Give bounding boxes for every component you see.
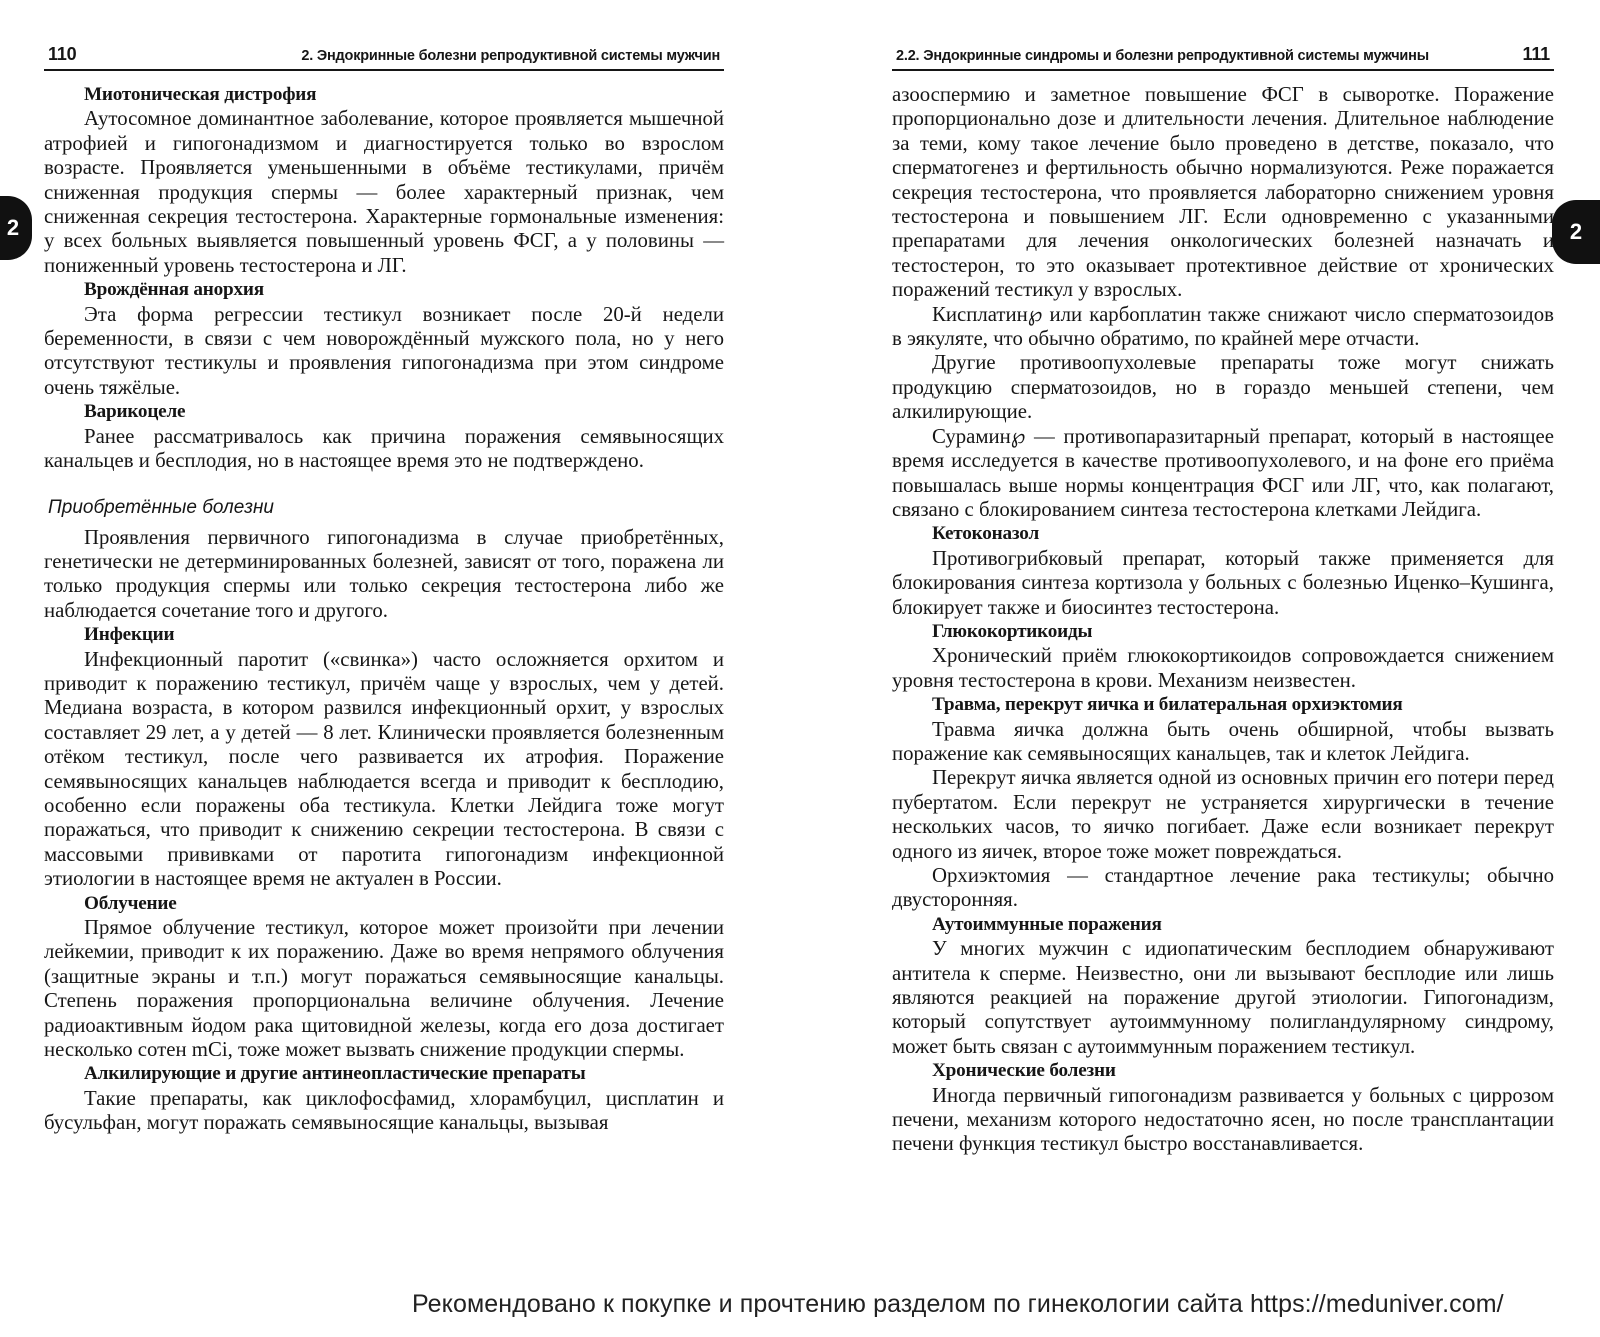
- chapter-tab-label: 2: [1569, 219, 1583, 244]
- footer-recommendation: Рекомендовано к покупке и прочтению разделом по гинекологии сайта https://meduniver.com/: [412, 1290, 1504, 1318]
- subheading: Миотоническая дистрофия: [84, 84, 317, 105]
- paragraph: Прямое облучение тестикул, которое может произойти при лечении лейкемии, приводит к их поражению. Даже во время непрямого облучения (защитные экраны и т.п.) могут поражаться семявыносящие канальцы. Степень поражения пропорциональна величине облучения. Лечение радиоактивным йодом рака щитовидной железы, когда его доза достигает несколько сотен mCi, тоже может вызвать снижение продукции спермы.: [44, 916, 724, 1062]
- running-head-title: 2. Эндокринные болезни репродуктивной системы мужчин: [301, 48, 720, 64]
- page-number: 110: [48, 44, 77, 64]
- running-head: [892, 44, 1554, 71]
- left-page-body: [44, 83, 724, 1136]
- subheading: Кетоконазол: [932, 523, 1040, 545]
- page-number: 111: [1522, 44, 1550, 64]
- paragraph: Сурамин℘ — противопаразитарный препарат, который в настоящее время исследуется в качестве противоопухолевого, и на фоне его приёма повышалась выше нормы концентрация ФСГ или ЛГ, что, как полагают, связано с блокированием синтеза тестостерона клетками Лейдига.: [892, 424, 1554, 521]
- chapter-tab-left: [0, 196, 32, 260]
- section-heading: Приобретённые болезни: [48, 496, 274, 518]
- subheading: Травма, перекрут яичка и билатеральная орхиэктомия: [932, 694, 1403, 716]
- subheading: Варикоцеле: [84, 401, 186, 423]
- paragraph-continued: азооспермию и заметное повышение ФСГ в сыворотке. Поражение пропорционально дозе и длительности лечения. Длительное наблюдение за теми, кому такое лечение было проведено в детстве, показало, что сперматогенез и фертильность обычно нормализуются. Реже поражается секреция тестостерона, что проявляется лабораторно снижением уровня тестостерона и повышением ЛГ. Если одновременно с указанными препаратами для лечения онкологических болезней назначать и тестостерон, то это оказывает протективное действие от хронических поражений тестикул у взрослых.: [892, 83, 1554, 302]
- paragraph: Эта форма регрессии тестикул возникает после 20-й недели беременности, в связи с чем новорождённый мужского пола, но у него отсутствуют тестикулы и проявления гипогонадизма при этом синдроме очень тяжёлые.: [44, 302, 724, 399]
- paragraph: Орхиэктомия — стандартное лечение рака тестикулы; обычно двусторонняя.: [892, 864, 1554, 912]
- right-page: [892, 44, 1554, 1157]
- subheading: Глюкокортикоиды: [932, 620, 1093, 642]
- subheading: Врождённая анорхия: [84, 279, 264, 301]
- subheading: Алкилирующие и другие антинеопластические препараты: [84, 1063, 586, 1085]
- subheading: Хронические болезни: [932, 1060, 1116, 1082]
- paragraph: Инфекционный паротит («свинка») часто осложняется орхитом и приводит к поражению тестикул, причём чаще у взрослых, чем у детей. Медиана возраста, в котором развился инфекционный орхит, у взрослых составляет 29 лет, а у детей — 8 лет. Клинически проявляется болезненным отёком тестикул, после чего развивается их атрофия. Поражение семявыносящих канальцев наблюдается всегда и приводит к бесплодию, особенно если поражены оба тестикула. Клетки Лейдига тоже могут поражаться, что приводит к снижению секреции тестостерона. В связи с массовыми прививками от паротита гипогонадизм инфекционной этиологии в настоящее время не актуален в России.: [44, 647, 724, 891]
- paragraph: Ранее рассматривалось как причина поражения семявыносящих канальцев и бесплодия, но в настоящее время это не подтверждено.: [44, 424, 724, 473]
- paragraph: Другие противоопухолевые препараты тоже могут снижать продукцию сперматозоидов, но в гораздо меньшей степени, чем алкилирующие.: [892, 351, 1554, 424]
- paragraph: Хронический приём глюкокортикоидов сопровождается снижением уровня тестостерона в крови. Механизм неизвестен.: [892, 644, 1554, 692]
- paragraph: Иногда первичный гипогонадизм развивается у больных с циррозом печени, механизм которого недостаточно ясен, но после трансплантации печени функция тестикул быстро восстанавливается.: [892, 1083, 1554, 1156]
- paragraph: Аутосомное доминантное заболевание, которое проявляется мышечной атрофией и гипогонадизмом и диагностируется только во взрослом возрасте. Проявляется уменьшенными в объёме тестикулами, причём сниженная продукция спермы — более характерный признак, чем сниженная секреция тестостерона. Характерные гормональные изменения: у всех больных выявляется повышенный уровень ФСГ, а у половины — пониженный уровень тестостерона и ЛГ.: [44, 107, 724, 277]
- paragraph: Перекрут яичка является одной из основных причин его потери перед пубертатом. Если перекрут не устраняется хирургически в течение нескольких часов, то яичко погибает. Даже если возникает перекрут одного из яичек, второе тоже может повреждаться.: [892, 766, 1554, 863]
- left-page: [44, 44, 724, 1136]
- paragraph: Противогрибковый препарат, который также применяется для блокирования синтеза кортизола у больных с болезнью Иценко–Кушинга, блокирует также и биосинтез тестостерона.: [892, 546, 1554, 619]
- paragraph: У многих мужчин с идиопатическим бесплодием обнаруживают антитела к сперме. Неизвестно, они ли вызывают бесплодие или лишь являются реакцией на поражение другой этиологии. Гипогонадизм, который сопутствует аутоиммунному полигландулярному синдрому, может быть связан с аутоиммунным поражением тестикул.: [892, 937, 1554, 1058]
- paragraph: Проявления первичного гипогонадизма в случае приобретённых, генетически не детерминированных болезней, зависят от того, поражена ли только продукция спермы или только секреция тестостерона либо же наблюдается сочетание того и другого.: [44, 525, 724, 622]
- subheading: Облучение: [84, 892, 177, 914]
- chapter-tab-label: 2: [6, 215, 20, 240]
- chapter-tab-right: [1552, 200, 1600, 264]
- paragraph: Кисплатин℘ или карбоплатин также снижают число сперматозоидов в эякуляте, что обычно обратимо, по крайней мере отчасти.: [892, 302, 1554, 351]
- paragraph: Такие препараты, как циклофосфамид, хлорамбуцил, цисплатин и бусульфан, могут поражать семявыносящие канальцы, вызывая: [44, 1086, 724, 1135]
- running-head-title: 2.2. Эндокринные синдромы и болезни репродуктивной системы мужчины: [896, 48, 1429, 64]
- paragraph: Травма яичка должна быть очень обширной, чтобы вызвать поражение как семявыносящих канальцев, так и клеток Лейдига.: [892, 717, 1554, 765]
- subheading: Аутоиммунные поражения: [932, 913, 1162, 935]
- running-head: [44, 44, 724, 71]
- right-page-body: [892, 83, 1554, 1157]
- subheading: Инфекции: [84, 624, 175, 646]
